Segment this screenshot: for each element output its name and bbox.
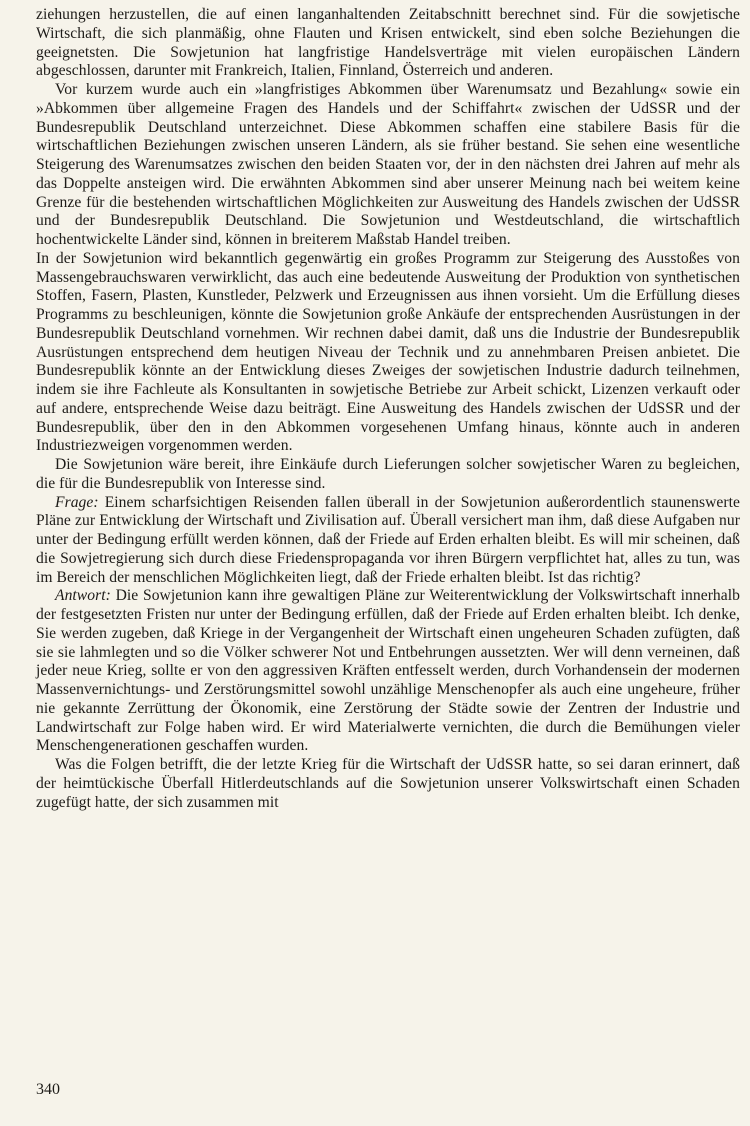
paragraph-answer	[36, 587, 740, 756]
paragraph-2: Vor kurzem wurde auch ein »langfristiges Abkommen über Warenumsatz und Bezahlung« sowie ein »Abkommen über allgemeine Fragen des Handels und der Schiffahrt« zwischen der UdSSR und der Bundesrepublik Deutschland unterzeichnet. Diese Abkommen schaffen eine stabilere Basis für die wirtschaftlichen Beziehungen zwischen unseren Ländern, als sie früher bestand. Sie sehen eine wesentliche Steigerung des Warenumsatzes zwischen den beiden Staaten vor, der in den nächsten drei Jahren auf mehr als das Doppelte ansteigen wird. Die erwähnten Abkommen sind aber unserer Meinung nach bei weitem keine Grenze für die bestehenden wirtschaftlichen Möglichkeiten zur Ausweitung des Handels zwischen der UdSSR und der Bundesrepublik Deutschland. Die Sowjetunion und Westdeutschland, die wirtschaftlich hochentwickelte Länder sind, können in breiterem Maßstab Handel treiben.	[36, 81, 740, 248]
question-text: Einem scharfsichtigen Reisenden fallen überall in der Sowjetunion außerordentlich staunenswerte Pläne zur Entwicklung der Wirtschaft und Zivilisation auf. Überall versichert man ihm, daß diese Aufgaben nur unter der Bedingung erfüllt werden können, daß der Friede auf Erden erhalten bleibt. Es will mir scheinen, daß die Sowjetregierung sich durch diese Friedenspropaganda vor ihren Bürgern verpflichtet hat, alles zu tun, was im Bereich der menschlichen Möglichkeiten liegt, daß der Friede erhalten bleibt. Ist das richtig?	[36, 493, 740, 586]
answer-label: Antwort:	[55, 587, 111, 605]
paragraph-7: Was die Folgen betrifft, die der letzte Krieg für die Wirtschaft der UdSSR hatte, so sei daran erinnert, daß der heimtückische Überfall Hitlerdeutschlands auf die Sowjetunion unserer Volkswirtschaft einen Schaden zugefügt hatte, der sich zusammen mit	[36, 756, 740, 811]
body-text	[36, 6, 740, 812]
paragraph-4: Die Sowjetunion wäre bereit, ihre Einkäufe durch Lieferungen solcher sowjetischer Waren zu begleichen, die für die Bundesrepublik von Interesse sind.	[36, 456, 740, 492]
answer-text: Die Sowjetunion kann ihre gewaltigen Pläne zur Weiterentwicklung der Volkswirtschaft innerhalb der festgesetzten Fristen nur unter der Bedingung erfüllen, daß der Friede auf Erden erhalten bleibt. Ich denke, Sie werden zugeben, daß Kriege in der Vergangenheit der Wirtschaft einen ungeheuren Schaden zufügten, daß sie sie lahmlegten und so die Völker schwerer Not und Entbehrungen aussetzten. Wer will denn verneinen, daß jeder neue Krieg, sollte er von den aggressiven Kräften entfesselt werden, durch Vorhandensein der modernen Massenvernichtungs- und Zerstörungsmittel sowohl unzählige Menschenopfer als auch eine ungeheure, früher nie gekannte Zerrüttung der Ökonomik, eine Zerstörung der Städte sowie der Zentren der Industrie und Landwirtschaft zur Folge haben wird. Er wird Materialwerte vernichten, die durch die Bemühungen vieler Menschengenerationen geschaffen wurden.	[36, 587, 740, 755]
paragraph-3: In der Sowjetunion wird bekanntlich gegenwärtig ein großes Programm zur Steigerung des Ausstoßes von Massengebrauchswaren verwirklicht, das auch eine bedeutende Ausweitung der Produktion von synthetischen Stoffen, Fasern, Plasten, Kunstleder, Pelzwerk und Erzeugnissen aus ihnen vorsieht. Um die Erfüllung dieses Programms zu beschleunigen, könnte die Sowjetunion große Ankäufe der entsprechenden Ausrüstungen in der Bundesrepublik Deutschland vornehmen. Wir rechnen dabei damit, daß uns die Industrie der Bundesrepublik Ausrüstungen entsprechend dem heutigen Niveau der Technik und zu annehmbaren Preisen anbietet. Die Bundesrepublik könnte an der Entwicklung dieses Zweiges der sowjetischen Industrie dadurch teilnehmen, indem sie ihre Fachleute als Konsultanten in sowjetische Betriebe zur Arbeit schickt, Lizenzen verkauft oder auf andere, entsprechende Weise dazu beiträgt. Eine Ausweitung des Handels zwischen der UdSSR und der Bundesrepublik, über den in den Abkommen vorgesehenen Umfang hinaus, könnte auch in anderen Industriezweigen vorgenommen werden.	[36, 249, 740, 455]
paragraph-question	[36, 494, 740, 588]
question-label: Frage:	[55, 493, 99, 511]
page-number: 340	[36, 1081, 60, 1098]
paragraph-1: ziehungen herzustellen, die auf einen langanhaltenden Zeitabschnitt berechnet sind. Für die sowjetische Wirtschaft, die sich planmäßig, ohne Flauten und Krisen entwickelt, sind eben solche Beziehungen die geeignetsten. Die Sowjetunion hat langfristige Handelsverträge mit vielen europäischen Ländern abgeschlossen, darunter mit Frankreich, Italien, Finnland, Österreich und anderen.	[36, 6, 740, 80]
